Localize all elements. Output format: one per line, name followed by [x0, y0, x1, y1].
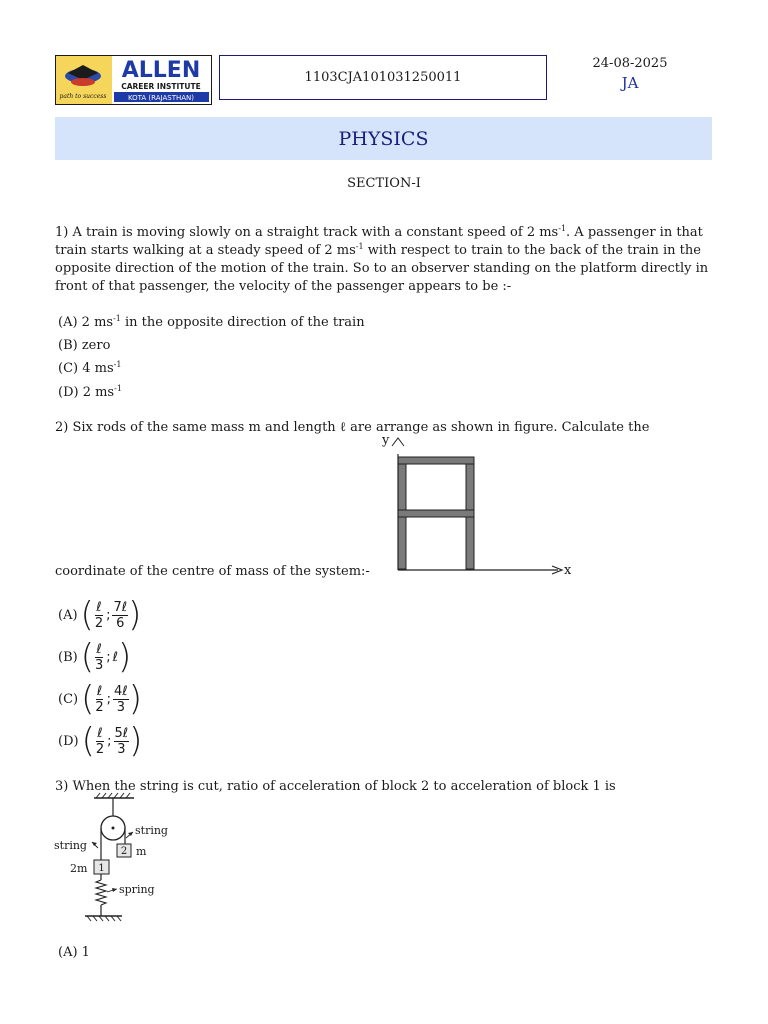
mass-2-label: m [136, 845, 147, 858]
q3-option-a[interactable]: (A) 1 [58, 945, 90, 960]
y-axis-label: y [382, 433, 390, 448]
q1-option-d[interactable]: (D) 2 $ms^{-1}$ [58, 384, 122, 400]
q1-option-a[interactable]: (A) 2 $ms^{-1}$ in the opposite direction of the train [58, 314, 365, 330]
q1-line: train starts walking at a steady speed of 2 $ms^{-1}$ with respect to train to the back of the train in the [55, 242, 701, 258]
q2-option-c[interactable]: (C) ( $\frac{\text{ℓ}}{2}$ ; $\frac{\text{4ℓ}}{3}$ ) [58, 679, 142, 719]
exam-date: 24-08-2025 [592, 56, 668, 71]
rod-middle [398, 510, 474, 517]
rod-top [398, 457, 474, 464]
q1-line: opposite direction of the motion of the train. So to an observer standing on the platform directly in [55, 261, 709, 276]
spring-label: spring [119, 883, 155, 896]
logo-tagline: path to success [59, 93, 107, 100]
q1-option-c[interactable]: (C) 4 $ms^{-1}$ [58, 360, 122, 376]
rods-figure [378, 432, 578, 582]
q2-option-b[interactable]: (B) ( $\frac{\text{ℓ}}{3}$ ; ℓ ) [58, 637, 132, 677]
paper-code: 1103CJA101031250011 [304, 70, 462, 85]
q2-option-a[interactable]: (A) ( $\frac{\text{ℓ}}{2}$ ; $\frac{\text{7ℓ}}{6}$ ) [58, 595, 142, 635]
section-title: SECTION-I [347, 176, 421, 191]
block-2-label: 2 [120, 846, 128, 857]
paper-code-box [219, 55, 547, 100]
allen-logo-graphic [56, 56, 211, 104]
subject-banner [55, 117, 712, 160]
q1-option-b[interactable]: (B) zero [58, 338, 111, 353]
q2-option-d[interactable]: (D) ( $\frac{\text{ℓ}}{2}$ ; $\frac{\text{5ℓ}}{3}$ ) [58, 721, 143, 761]
pulley-figure [52, 792, 182, 928]
mass-1-label: 2m [70, 862, 88, 875]
string-left-label: string [54, 839, 87, 852]
allen-logo [55, 55, 212, 105]
x-axis-label: x [564, 563, 572, 578]
logo-line1: CAREER INSTITUTE [121, 82, 201, 91]
question-1-text [55, 224, 715, 296]
block-1-label: 1 [98, 863, 105, 874]
logo-line2: KOTA (RAJASTHAN) [127, 94, 195, 102]
logo-brand: ALLEN [121, 58, 201, 83]
question-3-text: 3) When the string is cut, ratio of acceleration of block 2 to acceleration of block 1 is [55, 779, 616, 794]
question-2-line-2: coordinate of the centre of mass of the system:- [55, 564, 370, 579]
question-2-line-1: 2) Six rods of the same mass m and length ℓ are arrange as shown in figure. Calculate the [55, 420, 650, 435]
batch-code: JA [621, 74, 639, 92]
subject-title: PHYSICS [338, 127, 429, 150]
string-right-label: string [135, 824, 168, 837]
q1-line: front of that passenger, the velocity of the passenger appears to be :- [55, 279, 512, 294]
q1-line: 1) A train is moving slowly on a straight track with a constant speed of 2 $ms^{-1}$. A passenger in that [55, 224, 703, 240]
y-axis-arrow-icon [392, 438, 404, 446]
spring-icon [96, 880, 106, 905]
